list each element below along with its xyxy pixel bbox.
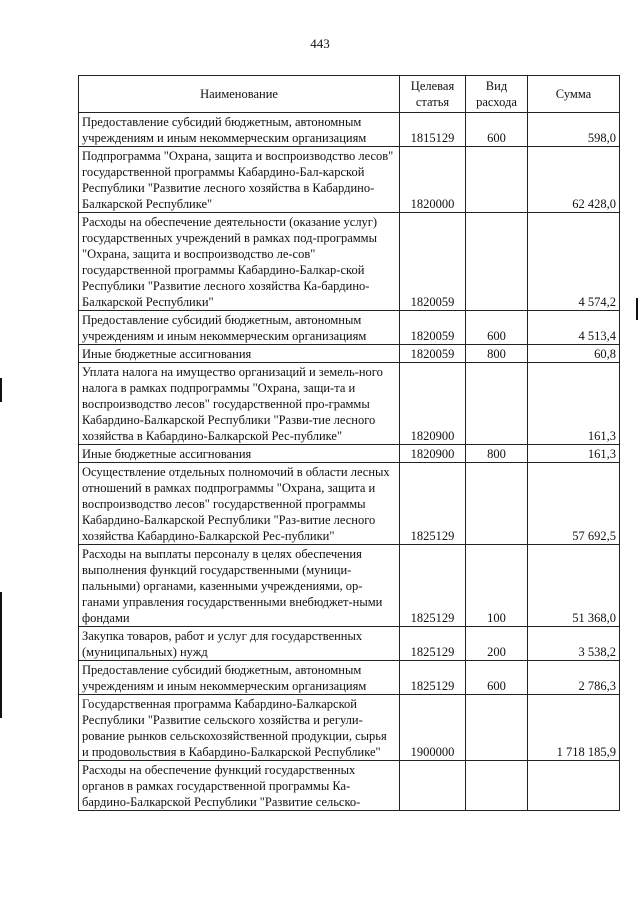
cell-kind: 800 — [466, 345, 528, 363]
table-row — [79, 445, 620, 463]
cell-kind — [466, 463, 528, 545]
cell-kind: 600 — [466, 311, 528, 345]
cell-kind — [466, 147, 528, 213]
cell-kind — [466, 213, 528, 311]
cell-sum — [528, 761, 620, 811]
cell-sum: 51 368,0 — [528, 545, 620, 627]
table-row — [79, 761, 620, 811]
cell-name: Расходы на обеспечение деятельности (оказание услуг) государственных учреждений в рамках под-программы "Охрана, защита и воспроизводство ле-сов" государственной программы Кабардино-Балкар-ской Республики "Развитие лесного хозяйства Ка-бардино-Балкарской Республики" — [79, 213, 400, 311]
cell-kind — [466, 695, 528, 761]
cell-name: Иные бюджетные ассигнования — [79, 345, 400, 363]
table-row — [79, 147, 620, 213]
cell-sum: 161,3 — [528, 363, 620, 445]
header-name: Наименование — [79, 76, 400, 113]
cell-name: Иные бюджетные ассигнования — [79, 445, 400, 463]
cell-kind: 600 — [466, 661, 528, 695]
page-number: 443 — [310, 36, 330, 51]
cell-target: 1825129 — [400, 545, 466, 627]
table-row — [79, 661, 620, 695]
table-row — [79, 627, 620, 661]
cell-kind: 600 — [466, 113, 528, 147]
header-sum: Сумма — [528, 76, 620, 113]
table-row — [79, 113, 620, 147]
cell-name: Расходы на выплаты персоналу в целях обеспечения выполнения функций государственными (муници-пальными) органами, казенными учреждениями, ор-ганами управления государственными внебюджет-ными фондами — [79, 545, 400, 627]
table-row — [79, 345, 620, 363]
cell-target: 1820900 — [400, 363, 466, 445]
margin-mark-bottom — [0, 592, 2, 718]
budget-table — [78, 75, 620, 811]
cell-sum: 1 718 185,9 — [528, 695, 620, 761]
cell-kind: 800 — [466, 445, 528, 463]
cell-sum: 3 538,2 — [528, 627, 620, 661]
cell-name: Государственная программа Кабардино-Балкарской Республики "Развитие сельского хозяйства и регули-рование рынков сельскохозяйственной продукции, сырья и продовольствия в Кабардино-Балкарской Республике" — [79, 695, 400, 761]
header-kind: Вид расхода — [466, 76, 528, 113]
cell-name: Осуществление отдельных полномочий в области лесных отношений в рамках подпрограммы "Охрана, защита и воспроизводство лесов" государственной программы Кабардино-Балкарской Республики "Раз-витие лесного хозяйства Кабардино-Балкарской Рес-публики" — [79, 463, 400, 545]
table-row — [79, 695, 620, 761]
cell-sum: 4 574,2 — [528, 213, 620, 311]
table-body — [79, 113, 620, 811]
cell-target: 1820900 — [400, 445, 466, 463]
cell-target: 1820059 — [400, 345, 466, 363]
table-row — [79, 463, 620, 545]
cell-sum: 161,3 — [528, 445, 620, 463]
cell-sum: 62 428,0 — [528, 147, 620, 213]
cell-target: 1825129 — [400, 661, 466, 695]
cell-sum: 4 513,4 — [528, 311, 620, 345]
cell-name: Закупка товаров, работ и услуг для государственных (муниципальных) нужд — [79, 627, 400, 661]
cell-kind: 200 — [466, 627, 528, 661]
cell-target — [400, 761, 466, 811]
cell-sum: 2 786,3 — [528, 661, 620, 695]
cell-name: Предоставление субсидий бюджетным, автономным учреждениям и иным некоммерческим организациям — [79, 311, 400, 345]
cell-name: Расходы на обеспечение функций государственных органов в рамках государственной программы Ка-бардино-Балкарской Республики "Развитие сельско- — [79, 761, 400, 811]
cell-name: Предоставление субсидий бюджетным, автономным учреждениям и иным некоммерческим организациям — [79, 661, 400, 695]
table-row — [79, 311, 620, 345]
table-row — [79, 545, 620, 627]
table-row — [79, 363, 620, 445]
cell-kind: 100 — [466, 545, 528, 627]
margin-mark-top — [0, 378, 2, 402]
cell-kind — [466, 761, 528, 811]
cell-name: Предоставление субсидий бюджетным, автономным учреждениям и иным некоммерческим организациям — [79, 113, 400, 147]
table-header-row — [79, 76, 620, 113]
header-target: Целевая статья — [400, 76, 466, 113]
cell-name: Уплата налога на имущество организаций и земель-ного налога в рамках подпрограммы "Охрана, защи-та и воспроизводство лесов" государственной про-граммы Кабардино-Балкарской Республики "Разви-тие лесного хозяйства в Кабардино-Балкарской Рес-публике" — [79, 363, 400, 445]
cell-target: 1825129 — [400, 463, 466, 545]
cell-target: 1820000 — [400, 147, 466, 213]
cell-target: 1825129 — [400, 627, 466, 661]
cell-name: Подпрограмма "Охрана, защита и воспроизводство лесов" государственной программы Кабардино-Бал-карской Республики "Развитие лесного хозяйства в Кабардино-Балкарской Республике" — [79, 147, 400, 213]
cell-target: 1815129 — [400, 113, 466, 147]
cell-target: 1820059 — [400, 311, 466, 345]
right-margin-mark — [636, 298, 638, 320]
cell-sum: 57 692,5 — [528, 463, 620, 545]
table-row — [79, 213, 620, 311]
cell-target: 1900000 — [400, 695, 466, 761]
cell-sum: 60,8 — [528, 345, 620, 363]
cell-sum: 598,0 — [528, 113, 620, 147]
cell-target: 1820059 — [400, 213, 466, 311]
cell-kind — [466, 363, 528, 445]
